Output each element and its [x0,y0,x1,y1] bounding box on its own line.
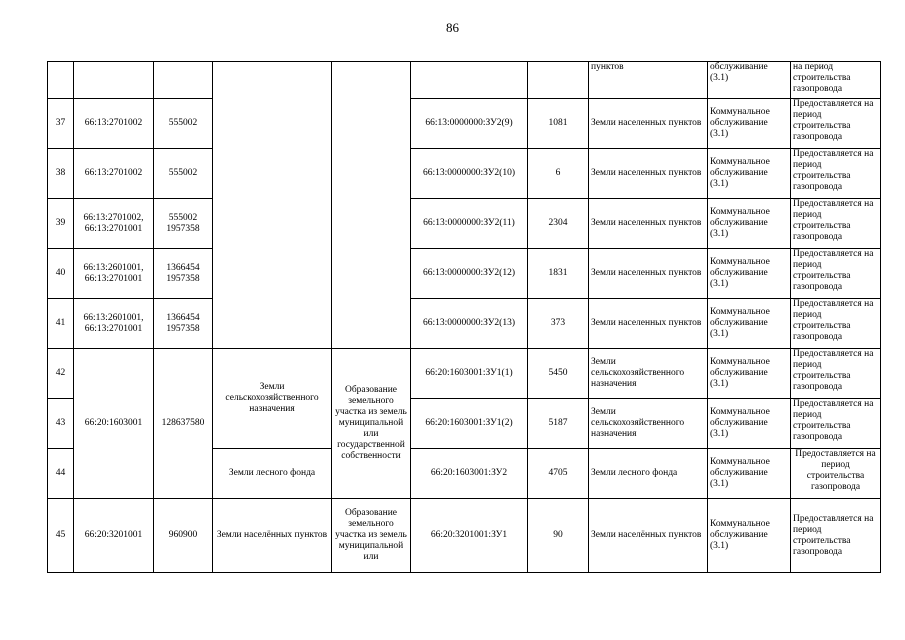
category-cell: Земли населенных пунктов [589,249,708,299]
plot-cell: 66:13:0000000:ЗУ2(11) [411,199,528,249]
plot-cell: 66:13:0000000:ЗУ2(9) [411,99,528,149]
quarter-cell: 66:13:2601001, 66:13:2701001 [74,299,154,349]
plot-cell: 66:20:1603001:ЗУ1(1) [411,349,528,399]
plot-cell: 66:13:0000000:ЗУ2(13) [411,299,528,349]
area-total-cell: 128637580 [154,349,213,499]
plot-cell: 66:13:0000000:ЗУ2(10) [411,149,528,199]
row-number: 41 [48,299,74,349]
use-cell: Коммунальное обслуживание (3.1) [708,99,791,149]
use-cell: Коммунальное обслуживание (3.1) [708,349,791,399]
category-cell: Земли населенных пунктов [589,149,708,199]
use-cell: Коммунальное обслуживание (3.1) [708,199,791,249]
terms-cell: Предоставляется на период строительства газопровода [791,149,881,199]
use-cell: Коммунальное обслуживание (3.1) [708,149,791,199]
table-row [48,99,881,149]
terms-cell: Предоставляется на период строительства газопровода [791,449,881,499]
plot-cell: 66:20:1603001:ЗУ2 [411,449,528,499]
terms-cell: Предоставляется на период строительства газопровода [791,349,881,399]
plot-area-cell: 90 [528,499,589,573]
source-category-cell: Земли лесного фонда [213,449,332,499]
table-row [48,499,881,573]
terms-cell: Предоставляется на период строительства газопровода [791,199,881,249]
row-number: 39 [48,199,74,249]
quarter-cell: 66:13:2701002 [74,149,154,199]
terms-cell: Предоставляется на период строительства газопровода [791,399,881,449]
plot-area-cell: 6 [528,149,589,199]
table-row [48,62,881,99]
plot-area-cell: 5187 [528,399,589,449]
use-cell: Коммунальное обслуживание (3.1) [708,499,791,573]
row-number: 38 [48,149,74,199]
quarter-cell: 66:13:2701002 [74,99,154,149]
empty-merged-cell [332,62,411,349]
plot-area-cell: 4705 [528,449,589,499]
category-cell: Земли лесного фонда [589,449,708,499]
terms-cell: Предоставляется на период строительства газопровода [791,499,881,573]
category-cell: Земли населенных пунктов [589,199,708,249]
table-row [48,349,881,399]
table-row [48,149,881,199]
table-row [48,299,881,349]
use-cell: Коммунальное обслуживание (3.1) [708,249,791,299]
row-number: 45 [48,499,74,573]
quarter-cell: 66:20:1603001 [74,349,154,499]
quarter-cell: 66:13:2601001, 66:13:2701001 [74,249,154,299]
category-cell: Земли населенных пунктов [589,299,708,349]
row-number: 43 [48,399,74,449]
page-number: 86 [446,20,459,35]
plot-area-cell: 2304 [528,199,589,249]
category-cell: Земли сельскохозяйственного назначения [589,349,708,399]
plot-cell: 66:13:0000000:ЗУ2(12) [411,249,528,299]
table-row [48,199,881,249]
category-cell: пунктов [589,62,708,99]
row-number: 42 [48,349,74,399]
area-total-cell: 555002 1957358 [154,199,213,249]
plot-area-cell: 373 [528,299,589,349]
area-total-cell: 555002 [154,149,213,199]
source-category-cell: Земли сельскохозяйственного назначения [213,349,332,449]
terms-cell: Предоставляется на период строительства газопровода [791,249,881,299]
quarter-cell: 66:13:2701002, 66:13:2701001 [74,199,154,249]
plot-cell: 66:20:3201001:ЗУ1 [411,499,528,573]
land-plots-table [47,61,881,573]
terms-cell: Предоставляется на период строительства газопровода [791,99,881,149]
formation-cell: Образование земельного участка из земель муниципальной или государственной собственности [332,349,411,499]
terms-cell: Предоставляется на период строительства газопровода [791,299,881,349]
table-row [48,249,881,299]
use-cell: Коммунальное обслуживание (3.1) [708,299,791,349]
plot-area-cell: 1831 [528,249,589,299]
quarter-cell: 66:20:3201001 [74,499,154,573]
use-cell: обслуживание (3.1) [708,62,791,99]
plot-area-cell: 1081 [528,99,589,149]
category-cell: Земли населенных пунктов [589,99,708,149]
plot-area-cell: 5450 [528,349,589,399]
formation-cell: Образование земельного участка из земель муниципальной или [332,499,411,573]
area-total-cell: 555002 [154,99,213,149]
use-cell: Коммунальное обслуживание (3.1) [708,449,791,499]
row-number: 40 [48,249,74,299]
row-number: 37 [48,99,74,149]
row-number: 44 [48,449,74,499]
area-total-cell: 1366454 1957358 [154,249,213,299]
category-cell: Земли сельскохозяйственного назначения [589,399,708,449]
terms-cell: на период строительства газопровода [791,62,881,99]
source-category-cell: Земли населённых пунктов [213,499,332,573]
plot-cell: 66:20:1603001:ЗУ1(2) [411,399,528,449]
area-total-cell: 960900 [154,499,213,573]
category-cell: Земли населённых пунктов [589,499,708,573]
empty-merged-cell [213,62,332,349]
area-total-cell: 1366454 1957358 [154,299,213,349]
use-cell: Коммунальное обслуживание (3.1) [708,399,791,449]
